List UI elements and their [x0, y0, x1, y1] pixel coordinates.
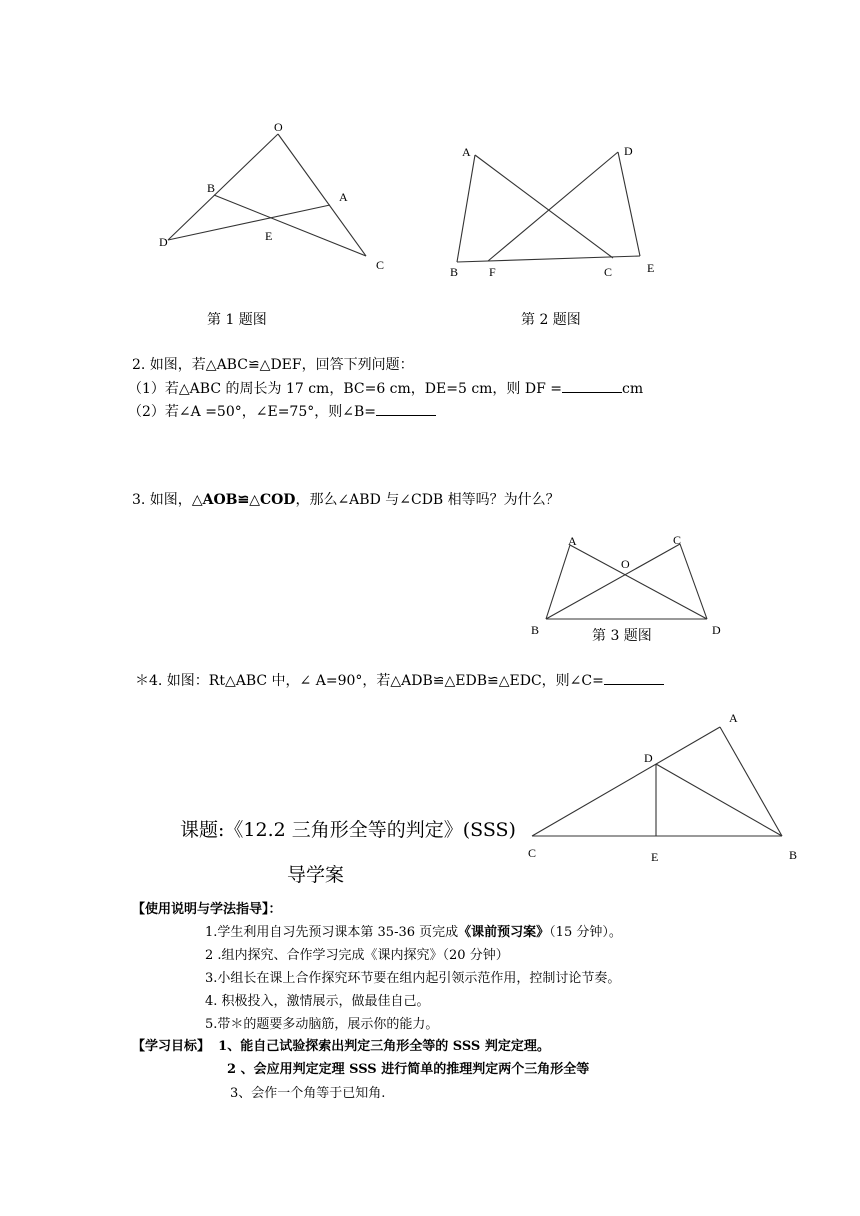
fig3-label-B: B [531, 623, 540, 637]
question-4 [135, 670, 664, 690]
question-2-stem: 2. 如图，若△ABC≌△DEF，回答下列问题： [132, 357, 414, 373]
question-3 [132, 489, 560, 509]
figure-3-caption: 第 3 题图 [592, 628, 652, 644]
fig3-label-D: D [712, 623, 721, 637]
answer-blank-angle-c[interactable] [604, 670, 664, 685]
question-2-part-1-text: （1）若△ABC 的周长为 17 cm，BC=6 cm，DE=5 cm，则 DF = [128, 381, 563, 397]
question-2-part-2-text: （2）若∠A =50°，∠E=75°，则∠B= [128, 404, 376, 420]
instruction-item [205, 990, 430, 1009]
instruction-item [205, 967, 620, 986]
instruction-item [205, 944, 509, 963]
answer-blank-angle-b[interactable] [376, 401, 436, 416]
fig1-label-D: D [159, 235, 168, 249]
question-3-pre: 3. 如图， [132, 492, 192, 508]
goal-1: 1、能自己试验探索出判定三角形全等的 SSS 判定定理。 [218, 1039, 550, 1054]
instruction-3-text: 3.小组长在课上合作探究环节要在组内起引领示范作用，控制讨论节奏。 [205, 971, 621, 986]
figure-1-caption: 第 1 题图 [207, 312, 267, 328]
question-4-text: ＊4. 如图：Rt△ABC 中，∠ A=90°，若△ADB≌△EDB≌△EDC，则∠C= [135, 673, 604, 689]
goal-2: 2 、会应用判定定理 SSS 进行简单的推理判定两个三角形全等 [227, 1062, 590, 1077]
question-2-part-1 [128, 378, 643, 398]
instruction-item [205, 1013, 438, 1032]
goals-heading: 【学习目标】 [132, 1039, 211, 1054]
lesson-title: 课题:《12.2 三角形全等的判定》(SSS) [180, 819, 516, 841]
instruction-2-text: 2 .组内探究、合作学习完成《课内探究》（20 分钟） [205, 948, 509, 963]
figure-2-caption: 第 2 题图 [521, 312, 581, 328]
fig2-label-D: D [624, 144, 633, 158]
fig2-label-F: F [489, 265, 496, 279]
instruction-5-text: 5.带＊的题要多动脑筋，展示你的能力。 [205, 1017, 439, 1032]
question-3-bold: △AOB≌△COD [191, 492, 296, 508]
fig4-label-A: A [729, 711, 738, 725]
goals-row-1 [132, 1035, 550, 1054]
instruction-4-text: 4. 积极投入，激情展示，做最佳自己。 [205, 994, 430, 1009]
instruction-1-post: （15 分钟）。 [549, 925, 622, 940]
fig2-label-B: B [450, 265, 459, 279]
fig2-label-A: A [462, 145, 471, 159]
fig1-label-A: A [339, 190, 348, 204]
fig3-label-C: C [673, 533, 682, 547]
fig4-label-D: D [644, 751, 653, 765]
fig3-label-O: O [621, 557, 630, 571]
lesson-subtitle: 导学案 [287, 864, 345, 886]
goal-3: 3、会作一个角等于已知角. [230, 1086, 386, 1101]
instruction-1-bold: 《课前预习案》 [458, 925, 550, 940]
fig4-label-E: E [651, 850, 659, 864]
question-2-part-1-unit: cm [622, 381, 644, 397]
fig3-label-A: A [568, 534, 577, 548]
instruction-1-text: 1.学生利用自习先预习课本第 35-36 页完成 [205, 925, 459, 940]
fig1-label-E: E [265, 229, 273, 243]
figure-4 [0, 700, 860, 870]
figure-2 [0, 0, 860, 300]
fig4-label-C: C [528, 846, 537, 860]
fig4-label-B: B [789, 848, 798, 862]
fig1-label-B: B [207, 181, 216, 195]
instructions-heading: 【使用说明与学法指导】： [132, 902, 282, 917]
fig2-label-C: C [604, 265, 613, 279]
figure-3 [0, 520, 860, 650]
fig1-label-C: C [376, 258, 385, 272]
instruction-item [205, 921, 622, 940]
fig2-label-E: E [647, 261, 655, 275]
question-3-post: ，那么∠ABD 与∠CDB 相等吗？为什么？ [295, 492, 560, 508]
question-2-part-2 [128, 401, 436, 421]
fig1-label-O: O [274, 120, 283, 134]
answer-blank-df[interactable] [562, 378, 622, 393]
